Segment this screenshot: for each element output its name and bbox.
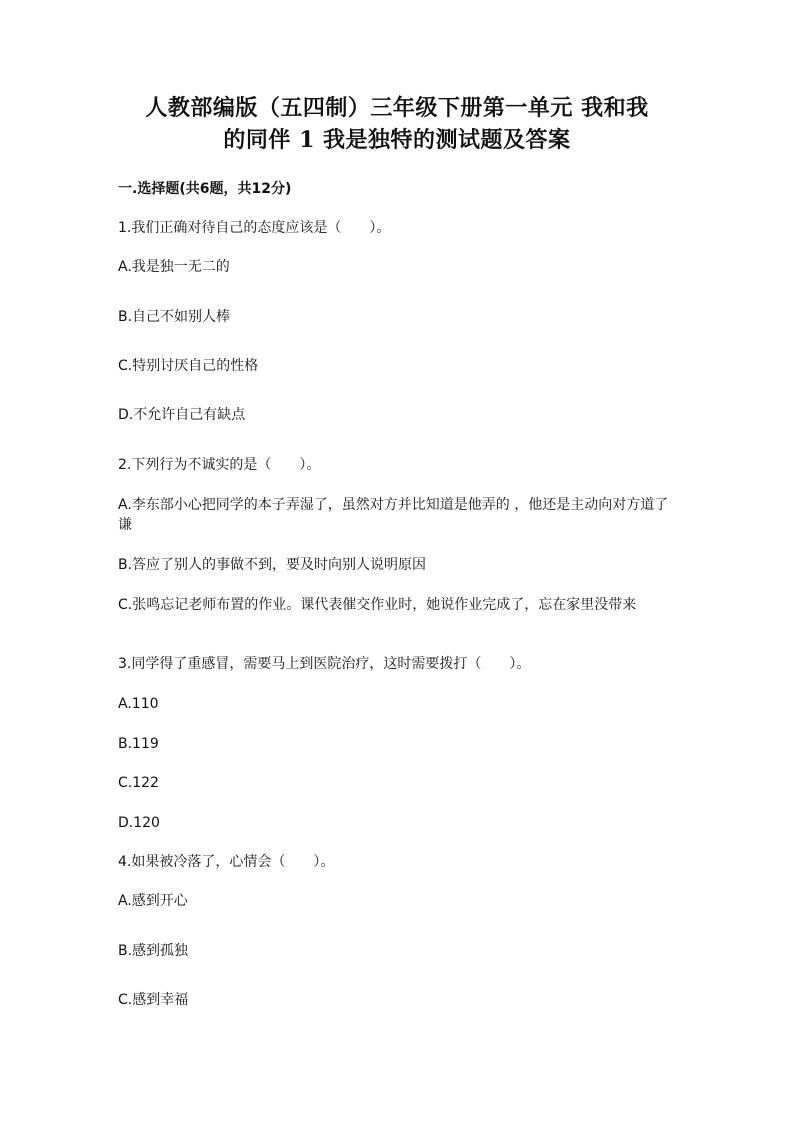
question-4-option-b: B.感到孤独 (118, 943, 189, 959)
question-1-option-a: A.我是独一无二的 (118, 259, 230, 275)
question-1-option-d: D.不允许自己有缺点 (118, 407, 246, 423)
question-3-option-a: A.110 (118, 696, 159, 712)
question-2-option-b: B.答应了别人的事做不到，要及时向别人说明原因 (118, 557, 427, 573)
question-3-option-c: C.122 (118, 775, 159, 791)
question-4-option-c: C.感到幸福 (118, 992, 189, 1008)
question-4-option-a: A.感到开心 (118, 893, 188, 909)
question-3-option-d: D.120 (118, 815, 160, 831)
question-3-option-b: B.119 (118, 736, 159, 752)
question-1-option-b: B.自己不如别人棒 (118, 309, 231, 325)
question-4-stem: 4.如果被冷落了，心情会（ ）。 (118, 854, 335, 870)
question-3-stem: 3.同学得了重感冒，需要马上到医院治疗，这时需要拨打（ ）。 (118, 656, 531, 672)
question-2-stem: 2.下列行为不诚实的是（ ）。 (118, 457, 321, 473)
title-line-2: 的同伴 1 我是独特的测试题及答案 (223, 127, 571, 153)
question-1-stem: 1.我们正确对待自己的态度应该是（ ）。 (118, 220, 391, 236)
section-header: 一.选择题(共6题，共12分) (118, 181, 292, 197)
question-1-option-c: C.特别讨厌自己的性格 (118, 358, 259, 374)
question-2-option-c: C.张鸣忘记老师布置的作业。课代表催交作业时，她说作业完成了，忘在家里没带来 (118, 597, 637, 613)
question-2-option-a: A.李东部小心把同学的本子弄湿了，虽然对方并比知道是他弄的 ，他还是主动向对方道了谦 (118, 497, 669, 533)
title-line-1: 人教部编版（五四制）三年级下册第一单元 我和我 (145, 95, 649, 121)
document-title (100, 92, 694, 156)
